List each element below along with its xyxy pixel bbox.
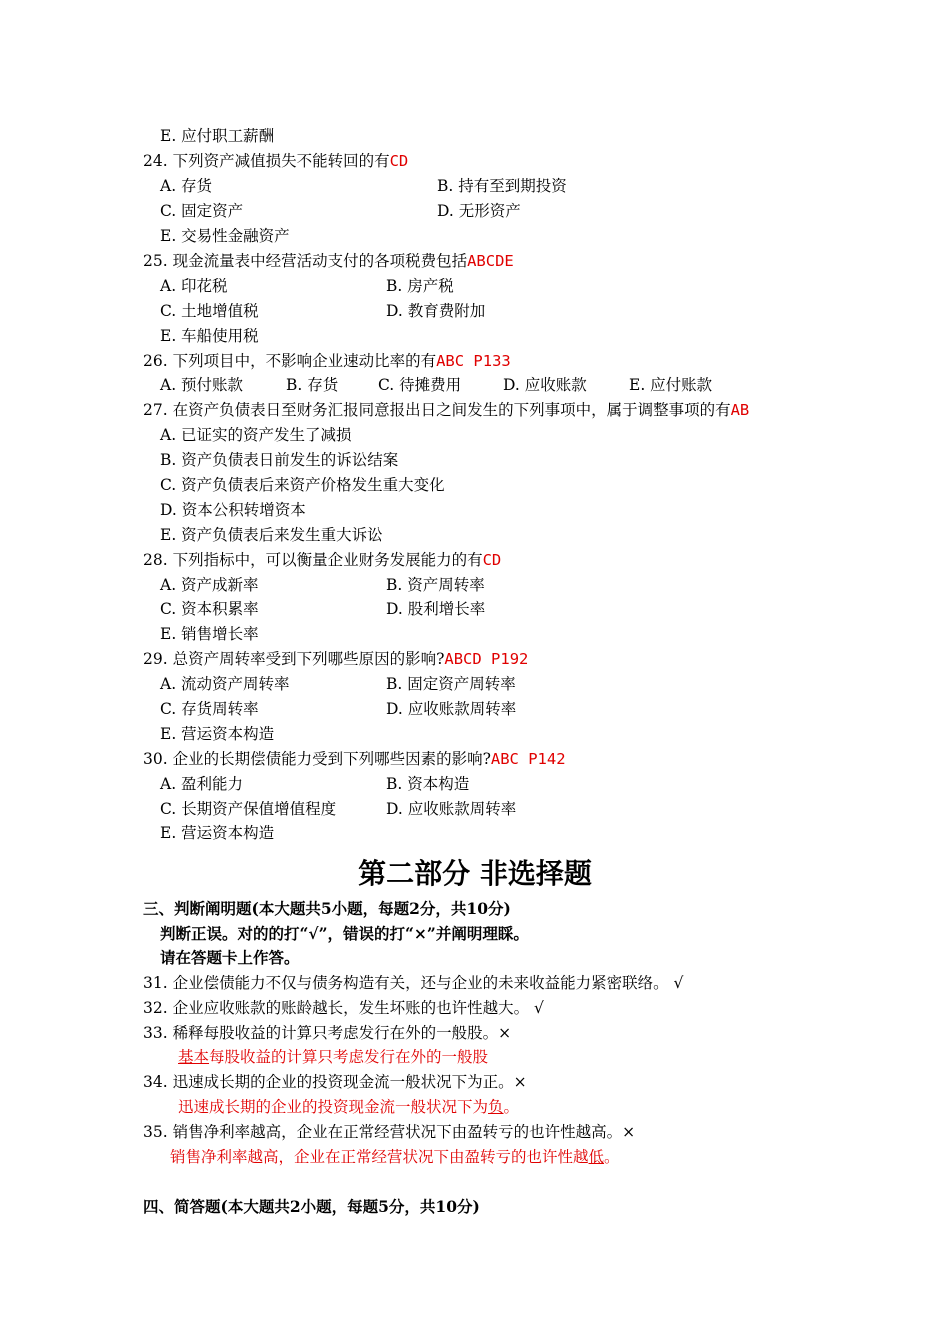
- option-d: D. 应收账款: [503, 376, 587, 394]
- underlined-word: 负: [488, 1098, 504, 1116]
- option-c: C. 土地增值税: [160, 302, 259, 320]
- option-b: B. 资本构造: [386, 775, 470, 793]
- section-heading: 四、简答题(本大题共2小题，每题5分，共10分): [143, 1197, 480, 1216]
- answer-key: ABCDE: [467, 252, 514, 270]
- option-b: B. 存货: [286, 376, 339, 394]
- option-d: D. 资本公积转增资本: [160, 501, 306, 519]
- option-c: C. 存货周转率: [160, 700, 259, 718]
- option-b: B. 房产税: [386, 277, 454, 295]
- question-stem: 28. 下列指标中，可以衡量企业财务发展能力的有: [143, 551, 483, 569]
- correction-text: 每股收益的计算只考虑发行在外的一般股: [209, 1048, 489, 1066]
- option-e: E. 营运资本构造: [160, 824, 275, 842]
- option-a: A. 已证实的资产发生了减损: [160, 426, 352, 444]
- option-c: C. 资本积累率: [160, 600, 259, 618]
- option-d: D. 无形资产: [437, 202, 521, 220]
- section-instruction: 请在答题卡上作答。: [160, 948, 300, 967]
- question-29: [143, 648, 528, 670]
- answer-key: CD: [389, 152, 409, 170]
- question-stem: 30. 企业的长期偿债能力受到下列哪些因素的影响?: [143, 750, 491, 768]
- underlined-word: 基本: [178, 1048, 210, 1066]
- part-title: 第二部分 非选择题: [358, 857, 592, 890]
- section-instruction: 判断正误。对的的打“√”，错误的打“×”并阐明理睬。: [160, 924, 529, 943]
- option-b: B. 资产负债表日前发生的诉讼结案: [160, 451, 399, 469]
- option-b: B. 持有至到期投资: [437, 177, 567, 195]
- underlined-word: 低: [588, 1148, 605, 1166]
- answer-key: CD: [482, 551, 502, 569]
- option-a: A. 流动资产周转率: [160, 675, 290, 693]
- option-c: C. 固定资产: [160, 202, 244, 220]
- question-stem: 27. 在资产负债表日至财务汇报同意报出日之间发生的下列事项中，属于调整事项的有: [143, 401, 731, 419]
- option-e: E. 资产负债表后来发生重大诉讼: [160, 526, 383, 544]
- question-stem: 26. 下列项目中，不影响企业速动比率的有: [143, 352, 437, 370]
- correction-35: [170, 1146, 620, 1168]
- option-a: A. 存货: [160, 177, 213, 195]
- question-stem: 29. 总资产周转率受到下列哪些原因的影响?: [143, 650, 445, 668]
- question-32: 32. 企业应收账款的账龄越长，发生坏账的也许性越大。 √: [143, 999, 544, 1017]
- correction-text: 。: [503, 1098, 520, 1116]
- option-a: A. 资产成新率: [160, 576, 259, 594]
- option-a: A. 预付账款: [160, 376, 244, 394]
- section-heading: 三、判断阐明题(本大题共5小题，每题2分，共10分): [143, 899, 511, 918]
- option-e: E. 车船使用税: [160, 327, 259, 345]
- correction-text: 销售净利率越高，企业在正常经营状况下由盈转亏的也许性越: [170, 1148, 589, 1166]
- option-c: C. 资产负债表后来资产价格发生重大变化: [160, 476, 445, 494]
- question-24: [143, 150, 408, 172]
- option-e: E. 应付账款: [629, 376, 713, 394]
- option-c: C. 待摊费用: [378, 376, 462, 394]
- option-e: E. 交易性金融资产: [160, 227, 290, 245]
- question-33: 33. 稀释每股收益的计算只考虑发行在外的一般股。×: [143, 1024, 512, 1042]
- question-25: [143, 250, 514, 272]
- question-30: [143, 748, 566, 770]
- question-31: 31. 企业偿债能力不仅与债务构造有关，还与企业的未来收益能力紧密联络。 √: [143, 974, 684, 992]
- question-35: 35. 销售净利率越高，企业在正常经营状况下由盈转亏的也许性越高。×: [143, 1123, 636, 1141]
- option-e: E. 应付职工薪酬: [160, 127, 275, 145]
- option-e: E. 营运资本构造: [160, 725, 275, 743]
- question-stem: 25. 现金流量表中经营活动支付的各项税费包括: [143, 252, 468, 270]
- question-27: [143, 399, 749, 421]
- option-b: B. 固定资产周转率: [386, 675, 516, 693]
- option-a: A. 盈利能力: [160, 775, 244, 793]
- answer-key: ABC P142: [490, 750, 566, 768]
- question-28: [143, 549, 501, 571]
- option-d: D. 应收账款周转率: [386, 700, 517, 718]
- question-stem: 24. 下列资产减值损失不能转回的有: [143, 152, 390, 170]
- question-26: [143, 350, 511, 372]
- correction-33: [178, 1046, 488, 1068]
- option-a: A. 印花税: [160, 277, 228, 295]
- option-d: D. 应收账款周转率: [386, 800, 517, 818]
- question-34: 34. 迅速成长期的企业的投资现金流一般状况下为正。×: [143, 1073, 527, 1091]
- answer-key: ABCD P192: [444, 650, 529, 668]
- option-e: E. 销售增长率: [160, 625, 259, 643]
- correction-text: 迅速成长期的企业的投资现金流一般状况下为: [178, 1098, 489, 1116]
- answer-key: ABC P133: [436, 352, 511, 370]
- correction-text: 。: [604, 1148, 620, 1166]
- answer-key: AB: [730, 401, 750, 419]
- option-b: B. 资产周转率: [386, 576, 485, 594]
- correction-34: [178, 1096, 519, 1118]
- option-d: D. 教育费附加: [386, 302, 486, 320]
- option-c: C. 长期资产保值增值程度: [160, 800, 337, 818]
- option-d: D. 股利增长率: [386, 600, 486, 618]
